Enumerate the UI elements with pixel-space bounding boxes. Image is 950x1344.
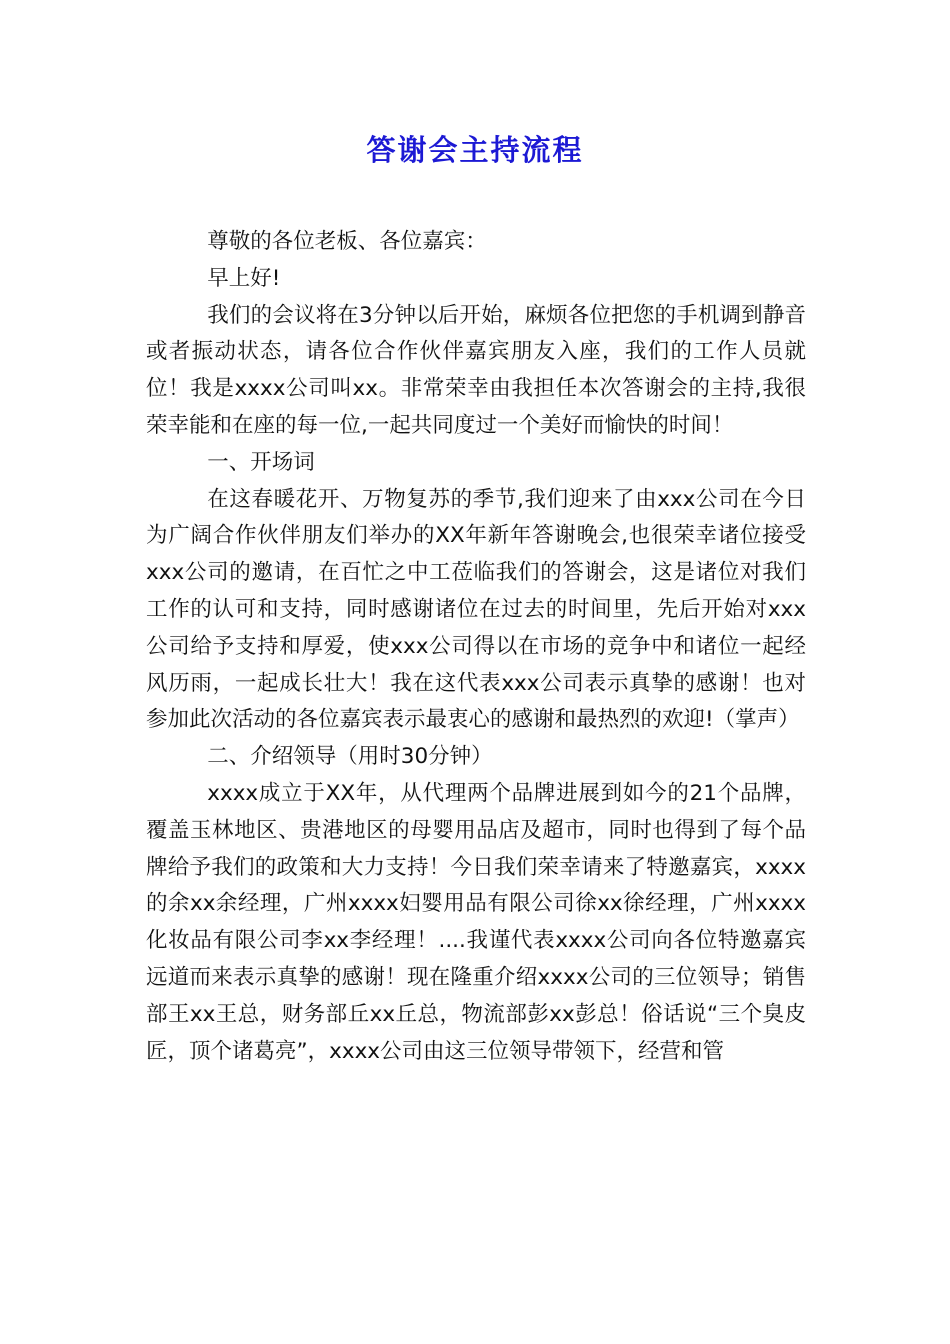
section-heading-opening: 一、开场词 [207,449,315,475]
document-body [146,224,806,1070]
section-heading-introduce-leaders: 二、介绍领导（用时30分钟） [207,744,493,770]
paragraph-opening-notice: 我们的会议将在3分钟以后开始，麻烦各位把您的手机调到静音或者振动状态，请各位合作伙伴嘉宾朋友入座，我们的工作人员就位！我是xxxx公司叫xx。非常荣幸由我担任本次答谢会的主持,我很荣幸能和在座的每一位,一起共同度过一个美好而愉快的时间！ [146,302,806,438]
paragraph-company-intro: xxxx成立于XX年，从代理两个品牌进展到如今的21个品牌，覆盖玉林地区、贵港地区的母婴用品店及超市，同时也得到了每个品牌给予我们的政策和大力支持！今日我们荣幸请来了特邀嘉宾，xxxx的余xx余经理，广州xxxx妇婴用品有限公司徐xx徐经理，广州xxxx化妆品有限公司李xx李经理！....我谨代表xxxx公司向各位特邀嘉宾远道而来表示真挚的感谢！现在隆重介绍xxxx公司的三位领导；销售部王xx王总，财务部丘xx丘总，物流部彭xx彭总！俗话说“三个臭皮匠，顶个诸葛亮”，xxxx公司由这三位领导带领下，经营和管 [146,780,806,1064]
paragraph-salutation: 尊敬的各位老板、各位嘉宾： [207,229,487,254]
paragraph-greeting: 早上好! [207,265,281,291]
document-title: 答谢会主持流程 [366,133,584,167]
paragraph-opening-speech: 在这春暖花开、万物复苏的季节,我们迎来了由xxx公司在今日为广阔合作伙伴朋友们举办的XX年新年答谢晚会,也很荣幸诸位接受xxx公司的邀请，在百忙之中工莅临我们的答谢会，这是诸位对我们工作的认可和支持，同时感谢诸位在过去的时间里，先后开始对xxx公司给予支持和厚爱，使xxx公司得以在市场的竞争中和诸位一起经风历雨，一起成长壮大！我在这代表xxx公司表示真挚的感谢！也对参加此次活动的各位嘉宾表示最衷心的感谢和最热烈的欢迎!（掌声） [146,486,806,733]
